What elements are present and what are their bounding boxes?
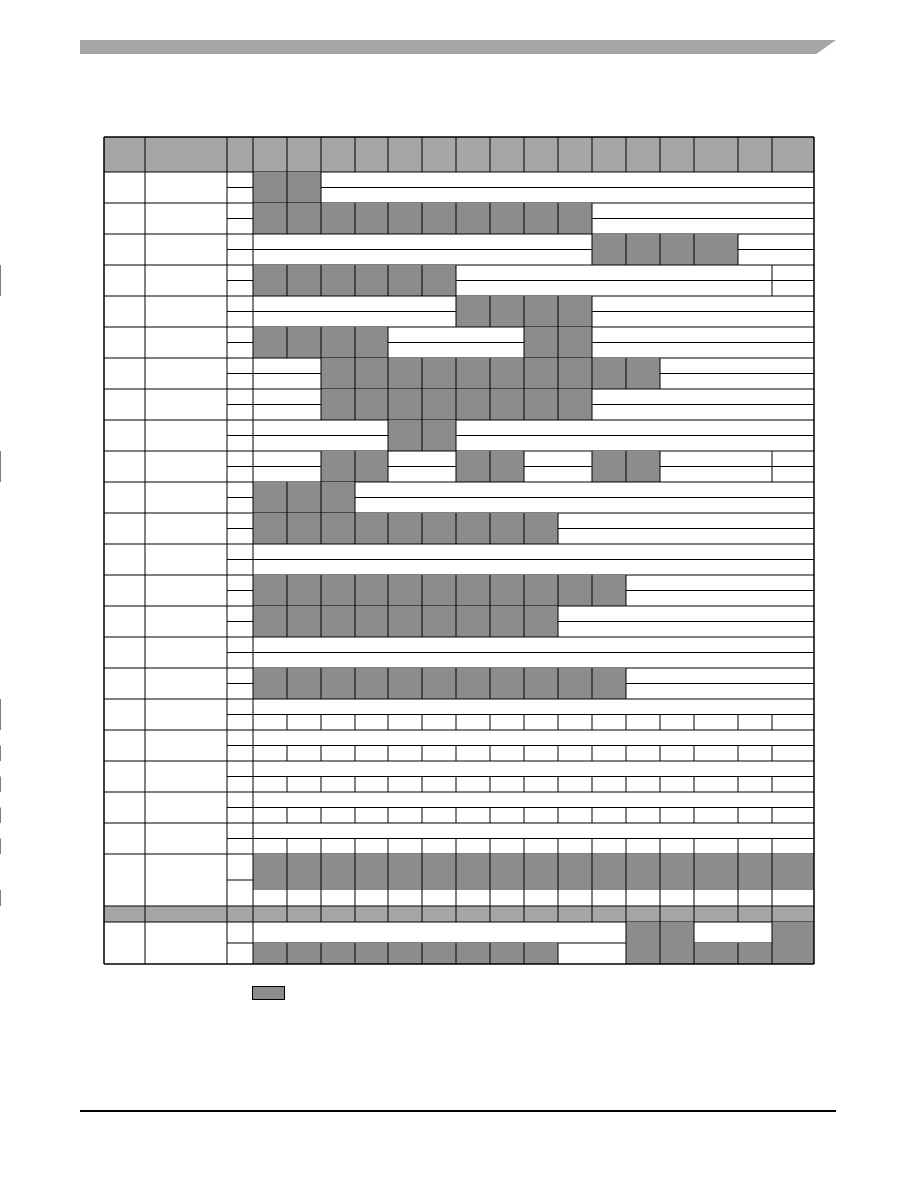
table-header-row [104, 137, 814, 172]
shaded-bit-field [253, 482, 355, 498]
shaded-bit-field [253, 684, 626, 700]
shaded-bit-field [772, 922, 814, 943]
section-separator-row [104, 906, 814, 922]
shaded-bit-field [253, 622, 558, 638]
shaded-bit-field [253, 575, 626, 591]
footer-rule [80, 1110, 836, 1112]
shaded-bit-field [253, 943, 558, 964]
shaded-bit-field [592, 250, 738, 266]
shaded-bit-field [253, 854, 814, 890]
shaded-bit-field [253, 668, 626, 684]
shaded-bit-field [253, 591, 626, 607]
shaded-bit-field [253, 606, 558, 622]
shaded-bit-field [626, 943, 814, 964]
shaded-bit-field [253, 498, 355, 514]
shaded-bit-field [253, 513, 558, 529]
legend-swatch [252, 986, 285, 1000]
shaded-bit-field [253, 529, 558, 545]
shaded-bit-field [592, 234, 738, 250]
